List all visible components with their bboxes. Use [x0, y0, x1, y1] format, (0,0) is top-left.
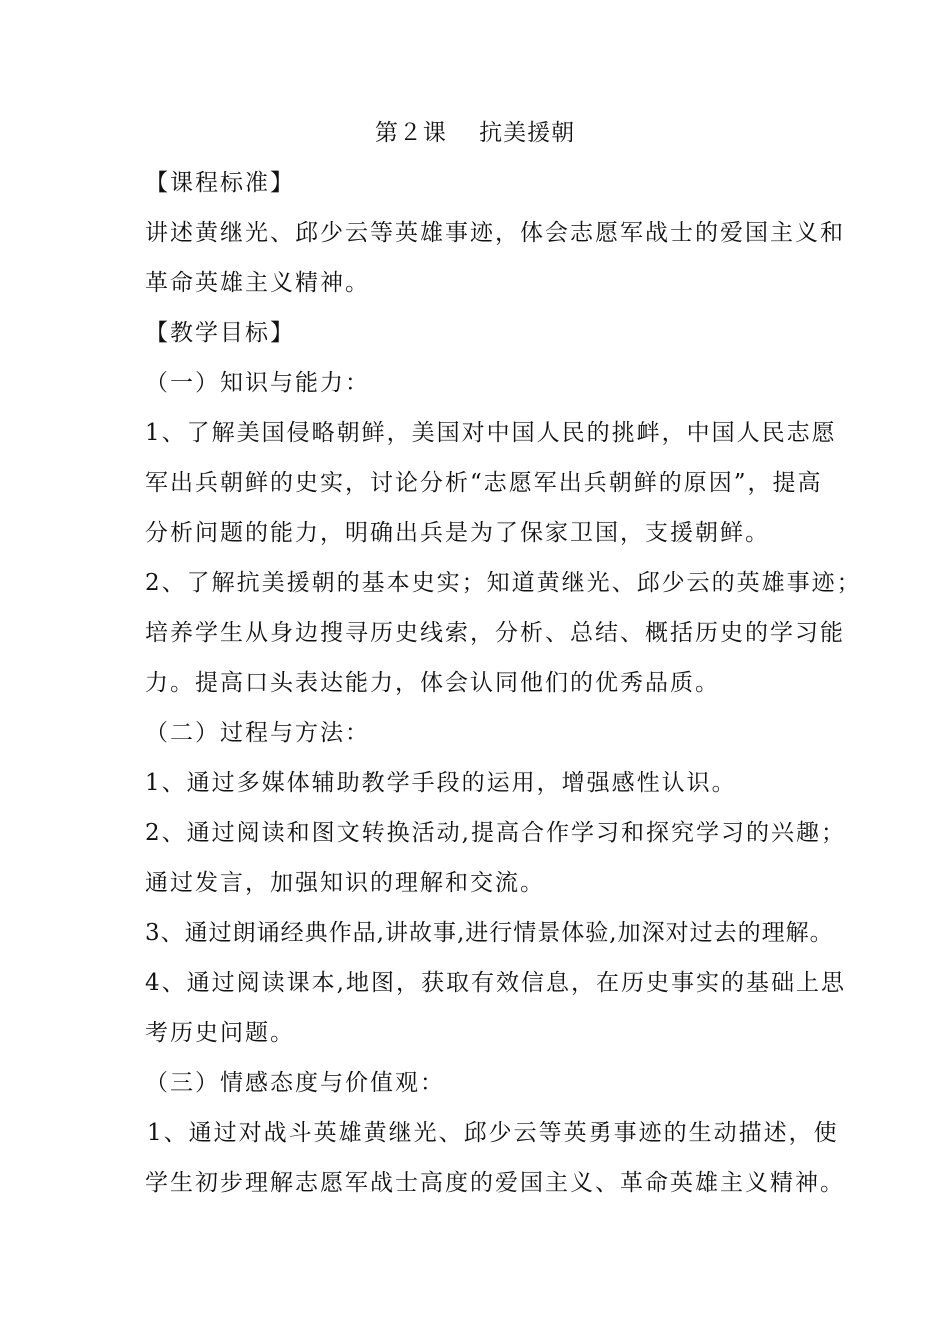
- text-line: 军出兵朝鲜的史实，讨论分析“志愿军出兵朝鲜的原因”，提高: [145, 470, 823, 496]
- section-heading-curriculum-standard: 【课程标准】: [145, 170, 295, 196]
- text-line: 3、通过朗诵经典作品,讲故事,进行情景体验,加深对过去的理解。: [145, 920, 834, 946]
- subsection-heading-process: （二）过程与方法：: [145, 720, 370, 746]
- section-heading-teaching-goals: 【教学目标】: [145, 320, 295, 346]
- text-line: 培养学生从身边搜寻历史线索，分析、总结、概括历史的学习能: [145, 620, 845, 646]
- text-line: 4、通过阅读课本,地图，获取有效信息，在历史事实的基础上思: [145, 970, 846, 996]
- text-line: 1、通过多媒体辅助教学手段的运用，增强感性认识。: [145, 770, 737, 796]
- text-line: 分析问题的能力，明确出兵是为了保家卫国，支援朝鲜。: [145, 520, 770, 546]
- lesson-title: 第２课 抗美援朝: [374, 120, 576, 146]
- text-line: 通过发言，加强知识的理解和交流。: [145, 870, 545, 896]
- text-line: 学生初步理解志愿军战士高度的爱国主义、革命英雄主义精神。: [145, 1170, 845, 1196]
- text-line: 1、通过对战斗英雄黄继光、邱少云等英勇事迹的生动描述，使: [147, 1120, 839, 1146]
- text-line: 革命英雄主义精神。: [145, 270, 370, 296]
- text-line: 2、了解抗美援朝的基本史实；知道黄继光、邱少云的英雄事迹；: [145, 570, 862, 596]
- text-line: 考历史问题。: [145, 1020, 295, 1046]
- text-line: 2、通过阅读和图文转换活动,提高合作学习和探究学习的兴趣；: [145, 820, 846, 846]
- text-line: 力。提高口头表达能力，体会认同他们的优秀品质。: [145, 670, 720, 696]
- subsection-heading-knowledge: （一）知识与能力：: [145, 370, 370, 396]
- text-line: 讲述黄继光、邱少云等英雄事迹，体会志愿军战士的爱国主义和: [145, 220, 845, 246]
- subsection-heading-values: （三）情感态度与价值观：: [145, 1070, 445, 1096]
- text-line: 1、了解美国侵略朝鲜，美国对中国人民的挑衅，中国人民志愿: [145, 420, 837, 446]
